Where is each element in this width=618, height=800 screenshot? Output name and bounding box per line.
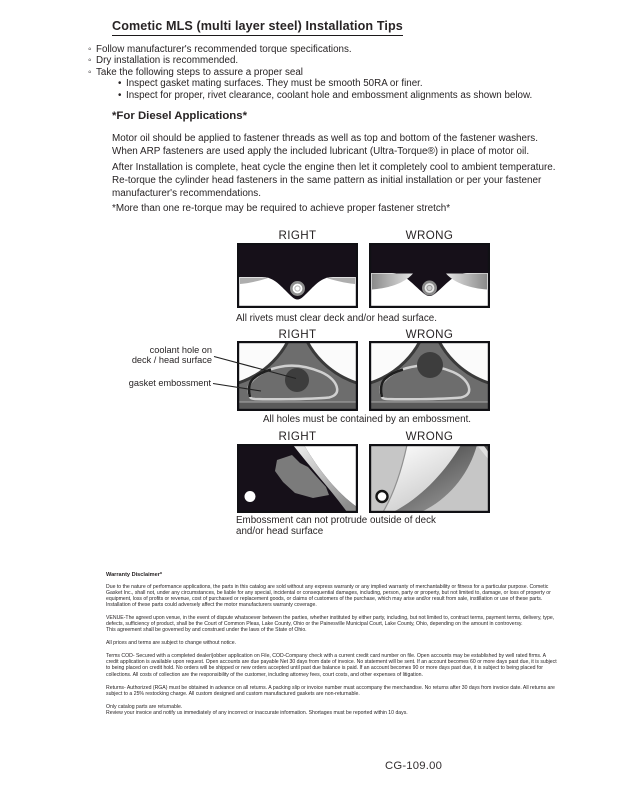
coolant-hole-label: coolant hole on deck / head surface [131, 345, 212, 365]
page-title: Cometic MLS (multi layer steel) Installation Tips [112, 19, 403, 36]
row2-caption: All holes must be contained by an embossment. [262, 414, 472, 425]
rivet-wrong-diagram [369, 243, 490, 308]
list-item [88, 78, 568, 89]
warranty-paragraph: Review your invoice and notify us immediately of any incorrect or inaccurate information. Shortages must be reported within 10 days. [106, 709, 408, 716]
retorque-paragraph: After Installation is complete, heat cycle the engine then let it completely cool to ambient temperature. Re-torque the cylinder head fasteners in the same pattern as initial installation or per your fastener manufacturer's recommendations. [112, 162, 556, 199]
warranty-disclaimer [106, 572, 558, 716]
warranty-paragraph: Only catalog parts are returnable. [106, 703, 183, 710]
row1-wrong-label: WRONG [405, 229, 454, 242]
embossment-wrong-diagram [369, 444, 490, 513]
bullet-icon: ◦ [88, 66, 92, 78]
tip-text: Take the following steps to assure a proper seal [96, 66, 303, 78]
gasket-embossment-label: gasket embossment [128, 378, 211, 388]
row1-right-label: RIGHT [278, 229, 317, 242]
warranty-paragraph: VENUE-The agreed upon venue, in the event of dispute whatsoever between the parties, whether instituted by either party, including, but not limited to, contract terms, payment terms, delivery, type, defects, sufficiency of product, shall be the Court of Common Pleas, Lake County, Ohio or the Painesville Municipal Court, Lake County, Ohio, depending on the amount in controversy. [106, 615, 555, 628]
row1-caption: All rivets must clear deck and/or head surface. [236, 313, 437, 324]
warranty-heading: Warranty Disclaimer* [106, 572, 163, 578]
rivet-right-diagram [237, 243, 358, 308]
tip-text: Follow manufacturer's recommended torque specifications. [96, 44, 352, 55]
diesel-heading: *For Diesel Applications* [112, 110, 248, 122]
list-item [88, 55, 568, 66]
row2-wrong-label: WRONG [405, 328, 454, 341]
bullet-icon: ◦ [88, 55, 92, 67]
tip-text: Dry installation is recommended. [96, 55, 239, 67]
bullet-icon: ◦ [88, 44, 92, 55]
embossment-right-diagram-svg [237, 444, 358, 513]
bullet-icon: • [118, 78, 122, 90]
warranty-paragraph: All prices and terms are subject to change without notice. [106, 640, 237, 647]
row3-right-label: RIGHT [278, 430, 317, 443]
tip-text: Inspect for proper, rivet clearance, coolant hole and embossment alignments as shown below. [126, 89, 533, 101]
tip-text: Inspect gasket mating surfaces. They must be smooth 50RA or finer. [126, 78, 423, 90]
coolant-right-diagram [237, 341, 358, 411]
bullet-icon: • [118, 89, 122, 101]
warranty-paragraph: Due to the nature of performance applications, the parts in this catalog are sold without any express warranty or any implied warranty of merchantability or fitness for a particular purpose. Cometic Gasket Inc., shall not, under any circumstances, be liable for any special, incidental or consequential damages, including, person, party or property, but not limited to, damage, or loss of property or equipment, loss of profits or revenue, cost of purchased or replacement goods, or claims of customers of the purchase, which may arise and/or result from sale, instillation or use of these parts. Installation of these parts could adversely affect the motor manufacturers warranty coverage. [106, 584, 551, 609]
row3-caption: Embossment can not protrude outside of deck and/or head surface [236, 515, 436, 537]
warranty-paragraph: Terms COD- Secured with a completed dealer/jobber application on File, COD-Company check with a current credit card number on file. Open accounts may be established by well rated firms. A credit application is available upon request. Open accounts are due payable Net 30 days from date of invoice. No statement will be sent. If an account becomes 60 or more days past due, it is subject to being placed on credit hold. No orders will be shipped or new orders accepted until past due balance is paid. If an account becomes 90 or more days past due, it is subject to being placed for collections. All costs of collection are the responsibility of the customer, including attorney fees, court costs, and other expenses of litigation. [106, 653, 557, 678]
retorque-note: *More than one re-torque may be required to achieve proper fastener stretch* [112, 203, 451, 214]
diesel-paragraph: Motor oil should be applied to fastener threads as well as top and bottom of the fastener washers. When ARP fasteners are used apply the included lubricant (Ultra-Torque®) in place of motor oil. [112, 133, 538, 157]
list-item [88, 44, 568, 55]
coolant-wrong-diagram-svg [369, 341, 490, 411]
catalog-code: CG-109.00 [385, 760, 443, 772]
warranty-paragraph: Returns- Authorized (RGA) must be obtained in advance on all returns. A packing slip or invoice number must accompany the merchandise. No returns after 30 days from invoice date. All returns are subject to a 25% restocking charge. All custom designed and custom manufactured gaskets are non-returnable. [106, 684, 555, 697]
warranty-paragraph: This agreement shall be governed by and construed under the laws of the State of Ohio. [106, 627, 307, 634]
tips-list [88, 44, 568, 101]
list-item [88, 67, 568, 78]
row2-right-label: RIGHT [278, 328, 317, 341]
embossment-right-diagram [237, 444, 358, 513]
row3-wrong-label: WRONG [405, 430, 454, 443]
embossment-wrong-diagram-svg [369, 444, 490, 513]
coolant-wrong-diagram [369, 341, 490, 411]
rivet-wrong-diagram-svg [369, 243, 490, 308]
list-item [88, 90, 568, 101]
coolant-right-diagram-svg [237, 341, 358, 411]
rivet-right-diagram-svg [237, 243, 358, 308]
